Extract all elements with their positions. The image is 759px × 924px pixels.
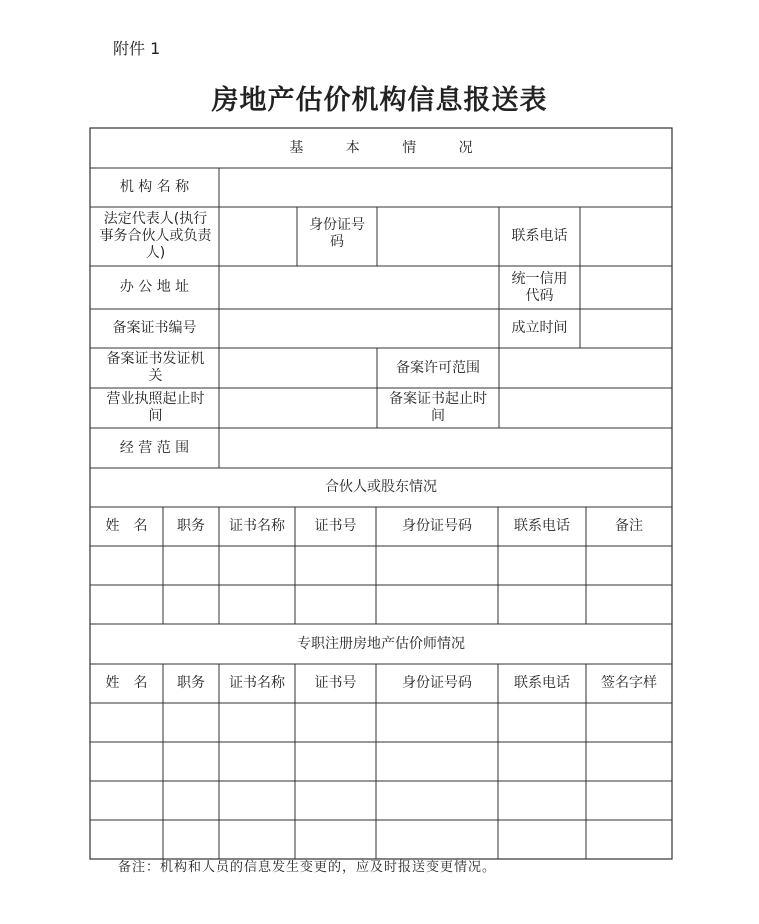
partners-col-id-number: 身份证号码 [402,518,472,534]
section-basic: 基 本 情 况 [289,139,473,156]
field-id-number[interactable] [378,208,498,265]
label-org-name: 机 构 名 称 [119,179,190,195]
label-license-period: 营业执照起止时间 [106,391,205,424]
label-business-scope: 经 营 范 围 [119,439,190,456]
field-license-period[interactable] [220,389,376,427]
label-cert-issuer: 备案证书发证机关 [106,351,205,384]
partners-col-phone: 联系电话 [514,518,570,534]
partners-col-position: 职务 [177,518,205,534]
field-business-scope[interactable] [220,429,671,467]
field-filing-cert-no[interactable] [220,310,498,347]
label-filing-cert-no: 备案证书编号 [112,320,197,336]
appraisers-col-name: 姓 名 [105,675,148,691]
appraisers-col-cert-no: 证书号 [314,675,357,691]
appraisers-col-id-number: 身份证号码 [402,675,472,691]
field-legal-rep[interactable] [220,208,296,265]
label-cert-period: 备案证书起止时间 [389,391,487,424]
appraisers-col-position: 职务 [177,675,205,691]
field-cert-issuer[interactable] [220,349,376,387]
field-established[interactable] [581,310,671,347]
partners-col-remark: 备注 [615,518,643,534]
attachment-label: 附件 1 [113,39,161,58]
appraisers-col-phone: 联系电话 [514,675,570,691]
field-org-name[interactable] [220,169,671,206]
label-credit-code: 统一信用代码 [511,270,568,304]
label-phone: 联系电话 [511,228,568,244]
partners-col-cert-name: 证书名称 [229,518,285,534]
field-office-address[interactable] [220,267,498,308]
field-credit-code[interactable] [581,267,671,308]
footnote: 备注：机构和人员的信息发生变更的，应及时报送变更情况。 [118,860,497,875]
section-partners: 合伙人或股东情况 [325,479,437,495]
label-permit-scope: 备案许可范围 [396,359,480,376]
page-title: 房地产估价机构信息报送表 [211,85,548,116]
label-id-number: 身份证号码 [309,217,365,250]
label-established: 成立时间 [511,320,568,336]
appraisers-col-cert-name: 证书名称 [229,675,285,691]
section-appraisers: 专职注册房地产估价师情况 [297,635,465,652]
field-permit-scope[interactable] [500,349,671,387]
partners-col-name: 姓 名 [105,518,148,534]
label-office-address: 办 公 地 址 [119,279,190,295]
appraisers-col-signature: 签名字样 [601,675,657,691]
field-cert-period[interactable] [500,389,671,427]
label-legal-rep: 法定代表人(执行事务合伙人或负责人) [99,211,212,261]
field-phone[interactable] [581,208,671,265]
partners-col-cert-no: 证书号 [314,518,357,534]
